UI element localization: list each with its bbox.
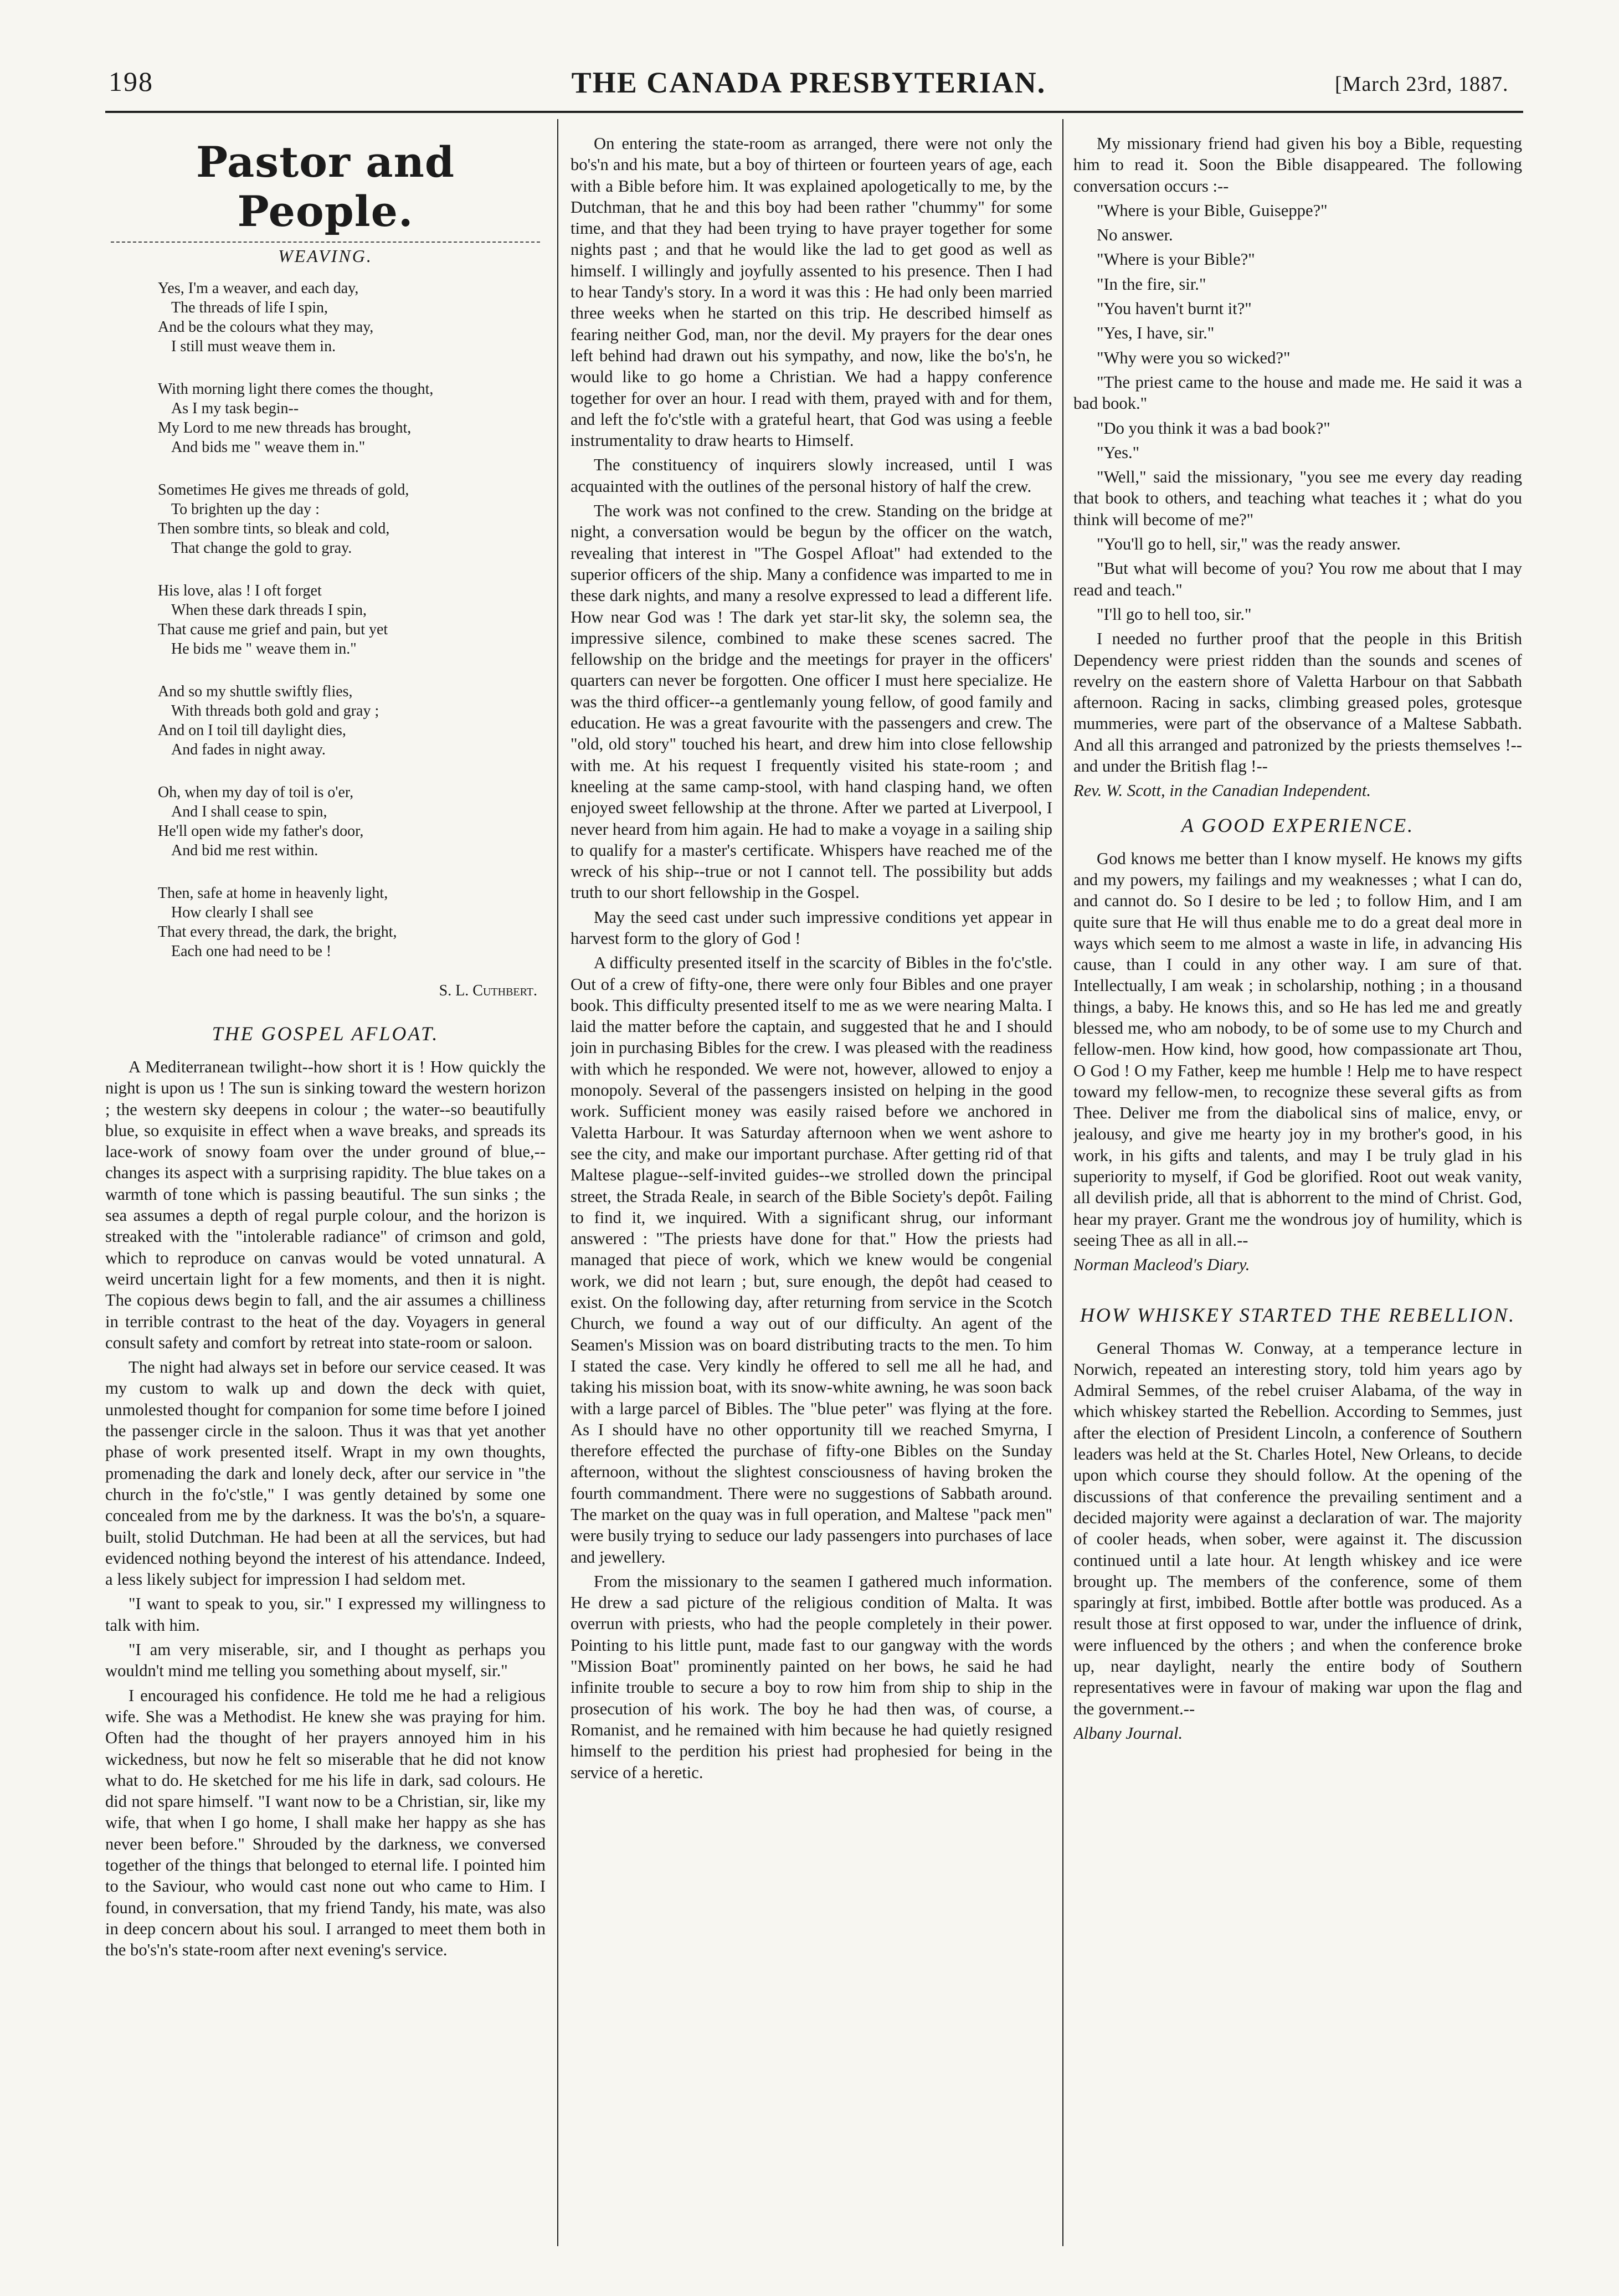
poem-line: That change the gold to gray. — [171, 540, 352, 557]
gospel-afloat-title: THE GOSPEL AFLOAT. — [212, 1023, 439, 1045]
article-paragraph: "Do you think it was a bad book?" — [1097, 418, 1330, 438]
article-paragraph: "Why were you so wicked?" — [1097, 348, 1291, 367]
article-paragraph: I encouraged his confidence. He told me he had a religious wife. She was a Methodist. He knew she was praying for him. Often had the thought of her prayers annoyed him in his wickedness, but now he felt so miserable that he did not know what to do. He sketched for me his life in dark, sad colours. He did not spare himself. "I want now to be a Christian, sir, like my wife, that when I go home, I shall make her happy as she has never been before." Shrouded by the darkness, we conversed together of the things that belonged to eternal life. I pointed him to the Saviour, who would cast none out who came to Him. I found, in conversation, that my friend Tandy, his mate, was also in deep concern about his soul. I arranged to meet them both in the bo's'n's state-room after next evening's service. — [105, 1686, 546, 1960]
article-paragraph: "Where is your Bible?" — [1097, 250, 1255, 269]
poem-line: As I my task begin-- — [171, 400, 299, 417]
poem-line: And bids me " weave them in." — [171, 439, 366, 456]
good-experience-citation: Norman Macleod's Diary. — [1073, 1255, 1250, 1275]
poem-line: The threads of life I spin, — [171, 299, 328, 316]
whiskey-rebellion-citation: Albany Journal. — [1073, 1723, 1183, 1743]
department-heading: Pastor and People. — [196, 137, 455, 236]
poem-line: With threads both gold and gray ; — [171, 702, 379, 720]
poem-line: When these dark threads I spin, — [171, 602, 367, 619]
article-paragraph: "The priest came to the house and made me. He said it was a bad book." — [1073, 372, 1522, 413]
whiskey-rebellion-body: General Thomas W. Conway, at a temperance lecture in Norwich, repeated an interesting story, told him years ago by Admiral Semmes, of the rebel cruiser Alabama, of the way in which whiskey started the Rebellion. According to Semmes, just after the election of President Lincoln, a conference of Southern leaders was held at the St. Charles Hotel, New Orleans, to decide upon which course they should follow. At the opening of the discussions of that conference the prevailing sentiment and a decided majority were against a declaration of war. The majority of cooler heads, when sober, were against it. The discussion continued until a late hour. At length whiskey and ice were brought up. The members of the conference, some of them sparingly at first, imbibed. Bottle after bottle was produced. As a result those at first opposed to war, under the influence of drink, were influenced by the others ; and when the conference broke up, near daylight, nearly the entire body of Southern representatives were in favour of making war upon the flag and the government.-- — [1073, 1338, 1522, 1718]
poem-stanza — [158, 581, 546, 659]
poem-stanza — [158, 682, 546, 759]
poem-stanza — [158, 480, 546, 558]
poem-stanza — [158, 783, 546, 860]
gospel-afloat-body — [105, 1056, 546, 1960]
poem-line: And fades in night away. — [171, 741, 326, 758]
poem-stanza — [158, 279, 546, 356]
column-2 — [570, 133, 1052, 2246]
newspaper-title: THE CANADA PRESBYTERIAN. — [571, 66, 1046, 99]
article-paragraph: A difficulty presented itself in the scarcity of Bibles in the fo'c'stle. Out of a crew of fifty-one, there were only four Bibles and one prayer book. This difficulty presented itself to me as we were nearing Malta. I laid the matter before the captain, and suggested that he and I should join in purchasing Bibles for the crew. I was pleased with the readiness with which he responded. We were not, however, allowed to enjoy a monopoly. Several of the passengers insisted on helping in the good work. Sufficient money was easily raised before we anchored in Valetta Harbour. It was Saturday afternoon when we went ashore to see the city, and make our important purchase. After getting rid of that Maltese plague--self-invited guides--we strolled down the principal street, the Strada Reale, in search of the Bible Society's depôt. Failing to find it, we inquired. With a significant shrug, our informant answered : "The priests have done for that." How the priests had managed that piece of work, which we knew would be congenial work, we did not learn ; but, sure enough, the depôt had ceased to exist. On the following day, after returning from service in the Scotch Church, we found a way out of our difficulty. An agent of the Seamen's Mission was on board distributing tracts to the men. To him I stated the case. Very kindly he offered to sell me all he had, and taking his mission boat, with its snow-white awning, he was soon back with a large parcel of Bibles. The "blue peter" was flying at the fore. As I should have no other opportunity till we reached Smyrna, I therefore effected the purchase of fifty-one Bibles on the Sunday afternoon, without the slightest consciousness of having broken the fourth commandment. There were no suggestions of Sabbath around. The market on the quay was in full operation, and Maltese "pack men" were busily trying to seduce our lady passengers into purchases of lace and jewellery. — [570, 953, 1052, 1566]
article-paragraph: No answer. — [1097, 225, 1173, 245]
poem-line: That every thread, the dark, the bright, — [158, 923, 397, 941]
article-paragraph: I needed no further proof that the people in this British Dependency were priest ridden than the sounds and scenes of revelry on the eastern shore of Valetta Harbour on that Sabbath afternoon. Racing in sacks, climbing greased poles, grotesque mummeries, were part of the observance of a Maltese Sabbath. And all this arranged and patronized by the priests themselves !--and under the British flag !-- — [1073, 629, 1522, 776]
column-1 — [105, 133, 546, 2246]
poem-line: He'll open wide my father's door, — [158, 823, 364, 840]
poem-line: With morning light there comes the thought, — [158, 381, 434, 398]
good-experience-body: God knows me better than I know myself. He knows my gifts and my powers, my failings and my weaknesses ; what I can do, and cannot do. So I desire to be led ; to follow Him, and I am quite sure that He will thus enable me to do a great deal more in ways which seem to me almost a waste in life, in advancing His cause, than I could in any other way. I am sure of that. Intellectually, I am weak ; in scholarship, nothing ; in a thousand things, a baby. He knows this, and so He has led me and greatly blessed me, who am nobody, to be of some use to my Church and fellow-men. How kind, how good, how compassionate art Thou, O God ! O my Father, keep me humble ! Help me to have respect toward my fellow-men, to recognize these several gifts as from Thee. Deliver me from the diabolical sins of malice, envy, or jealousy, and give me hearty joy in my brother's good, in his work, in his gifts and talents, and may I be truly glad in his superiority to myself, if God be glorified. Root out weak vanity, all devilish pride, all that is abhorrent to the mind of Christ. God, hear my prayer. Grant me the wondrous joy of humility, which is seeing Thee as all in all.-- — [1073, 849, 1522, 1250]
poem-line: To brighten up the day : — [171, 501, 320, 518]
poem-line: My Lord to me new threads has brought, — [158, 419, 412, 436]
poem-line: And I shall cease to spin, — [171, 803, 327, 820]
issue-date: [March 23rd, 1887. — [1335, 73, 1509, 96]
poem-line: Oh, when my day of toil is o'er, — [158, 784, 354, 801]
article-paragraph: "Yes, I have, sir." — [1097, 323, 1215, 343]
poem-line: And on I toil till daylight dies, — [158, 722, 346, 739]
article-paragraph: "I want to speak to you, sir." I expressed my willingness to talk with him. — [105, 1594, 546, 1635]
poem-line: Yes, I'm a weaver, and each day, — [158, 280, 359, 297]
article-paragraph: "You'll go to hell, sir," was the ready answer. — [1097, 535, 1401, 554]
article-paragraph: "You haven't burnt it?" — [1097, 299, 1252, 319]
poem-line: That cause me grief and pain, but yet — [158, 621, 388, 638]
article-paragraph: "Where is your Bible, Guiseppe?" — [1097, 201, 1328, 220]
article-paragraph: "In the fire, sir." — [1097, 274, 1206, 294]
whiskey-rebellion-title: HOW WHISKEY STARTED THE REBELLION. — [1080, 1303, 1516, 1326]
article-paragraph: The constituency of inquirers slowly increased, until I was acquainted with the outlines of the personal history of half the crew. — [570, 455, 1052, 496]
article-paragraph: "Yes." — [1097, 443, 1140, 462]
poem-line: How clearly I shall see — [171, 904, 313, 921]
article-paragraph: "I am very miserable, sir, and I thought as perhaps you wouldn't mind me telling you something about myself, sir." — [105, 1640, 546, 1681]
article-paragraph: From the missionary to the seamen I gathered much information. He drew a sad picture of the religious condition of Malta. It was overrun with priests, who had the people completely in their power. Pointing to his little punt, made fast to our gangway with the words "Mission Boat" prominently painted on her bows, he said he had infinite trouble to secure a boy to row him from ship to ship in the prosecution of his work. The boy he had then was, of course, a Romanist, and he remained with him because he had quietly resigned himself to the perdition his priest had prophesied for being in the service of a heretic. — [570, 1571, 1052, 1782]
poem-stanza — [158, 379, 546, 457]
article-paragraph: On entering the state-room as arranged, there were not only the bo's'n and his mate, but a boy of thirteen or fourteen years of age, each with a Bible before him. It was explained apologetically to me, by the Dutchman, that he and this boy had been rather "chummy" for some time, and that they had been trying to have prayer together for some nights past ; and that he would like the lad to get good as well as himself. I willingly and joyfully assented to his presence. Then I had to hear Tandy's story. In a word it was this : He had only been married three weeks when he started on this trip. He described himself as fearing neither God, man, nor the devil. My prayers for the dear ones left behind had drawn out his sympathy, and now, like the bo's'n, he would like to go home a Christian. We had a happy conference together for over an hour. I read with them, prayed with and for them, and left the fo'c'stle with a grateful heart, that God was using a feeble instrumentality to draw hearts to Himself. — [570, 134, 1052, 450]
article-paragraph: "Well," said the missionary, "you see me every day reading that book to others, and teaching what teaches it ; what do you think will become of me?" — [1073, 468, 1522, 529]
column-rule-1 — [557, 119, 558, 2246]
article-paragraph: The night had always set in before our service ceased. It was my custom to walk up and down the deck with quiet, unmolested thought for companion for some time before I joined the passenger circle in the saloon. Thus it was that yet another phase of work presented itself. Wrapt in my own thoughts, promenading the dark and lonely deck, after our service in "the church in the fo'c'stle," I was gently detained by some one concealed from me by the darkness. It was the bo's'n, a square-built, stolid Dutchman. He had been at all the services, but had evidenced nothing beyond the interest of his attendance. Indeed, a less likely subject for impression I had seldom met. — [105, 1358, 546, 1589]
gospel-afloat-continued-2 — [1073, 133, 1522, 777]
dashed-rule — [111, 242, 540, 243]
poem-stanza — [158, 884, 546, 961]
column-3 — [1073, 133, 1522, 2246]
poem-line: His love, alas ! I oft forget — [158, 582, 322, 599]
header-rule — [105, 111, 1523, 113]
poem-author: S. L. Cuthbert. — [439, 982, 537, 999]
poem-line: Then sombre tints, so bleak and cold, — [158, 520, 390, 537]
gospel-afloat-continued — [570, 133, 1052, 1783]
gospel-citation: Rev. W. Scott, in the Canadian Independent. — [1073, 781, 1371, 800]
poem-line: Each one had need to be ! — [171, 943, 332, 960]
poem-line: I still must weave them in. — [171, 338, 336, 355]
poem-line: Sometimes He gives me threads of gold, — [158, 481, 409, 499]
article-paragraph: May the seed cast under such impressive conditions yet appear in harvest form to the glory of God ! — [570, 907, 1052, 948]
poem-line: Then, safe at home in heavenly light, — [158, 885, 388, 902]
poem-line: He bids me " weave them in." — [171, 640, 357, 658]
poem-title: WEAVING. — [278, 246, 373, 266]
poem-body — [105, 279, 546, 961]
column-rule-2 — [1062, 119, 1063, 2246]
page-number: 198 — [109, 66, 153, 97]
poem-line: And bid me rest within. — [171, 842, 318, 859]
article-paragraph: "But what will become of you? You row me about that I may read and teach." — [1073, 559, 1522, 599]
good-experience-title: A GOOD EXPERIENCE. — [1181, 814, 1415, 836]
article-paragraph: "I'll go to hell too, sir." — [1097, 604, 1252, 624]
article-paragraph: A Mediterranean twilight--how short it is ! How quickly the night is upon us ! The sun is sinking toward the western horizon ; the western sky deepens in colour ; the water--so beautifully blue, so exquisite in effect when a wave breaks, and spreads its lace-work of snowy foam over the under ground of blue,--changes its aspect with a surprising rapidity. The blue takes on a warmth of tone which is passing beautiful. The sun sinks ; the sea assumes a depth of regal purple colour, and the horizon is streaked with the "intolerable radiance" of crimson and gold, which to reproduce on canvas would be voted unnatural. A weird uncertain light for a few moments, and then it is night. The copious dews begin to fall, and the air assumes a chilliness in terrible contrast to the heat of the day. Voyagers in general consult safety and comfort by retreat into state-room or saloon. — [105, 1057, 546, 1352]
poem-line: And so my shuttle swiftly flies, — [158, 683, 353, 700]
article-paragraph: The work was not confined to the crew. Standing on the bridge at night, a conversation would be begun by the officer on the watch, revealing that interest in "The Gospel Afloat" had extended to the superior officers of the ship. Many a confidence was imparted to me in these dark nights, and many a resolve expressed to lead a different life. How near God was ! The dark yet star-lit sky, the solemn sea, the impressive silence, combined to make these scenes sacred. The fellowship on the bridge and the meetings for prayer in the officers' quarters can never be forgotten. One officer I must here specialize. He was the third officer--a gentlemanly young fellow, of good family and education. He was a great favourite with the passengers and crew. The "old, old story" touched his heart, and drew him into close fellowship with me. At his request I frequently visited his state-room ; and kneeling at the same camp-stool, with hand clasping hand, we often enjoyed sweet fellowship at the throne. After we parted at Liverpool, I never heard from him again. He had to make a voyage in a sailing ship to qualify for a master's certificate. Whispers have reached me of the wreck of his ship--true or not I cannot tell. The possibility but adds truth to our short fellowship in the Gospel. — [570, 501, 1052, 902]
poem-line: And be the colours what they may, — [158, 319, 374, 336]
article-paragraph: My missionary friend had given his boy a Bible, requesting him to read it. Soon the Bible disappeared. The following conversation occurs :-- — [1073, 134, 1522, 196]
